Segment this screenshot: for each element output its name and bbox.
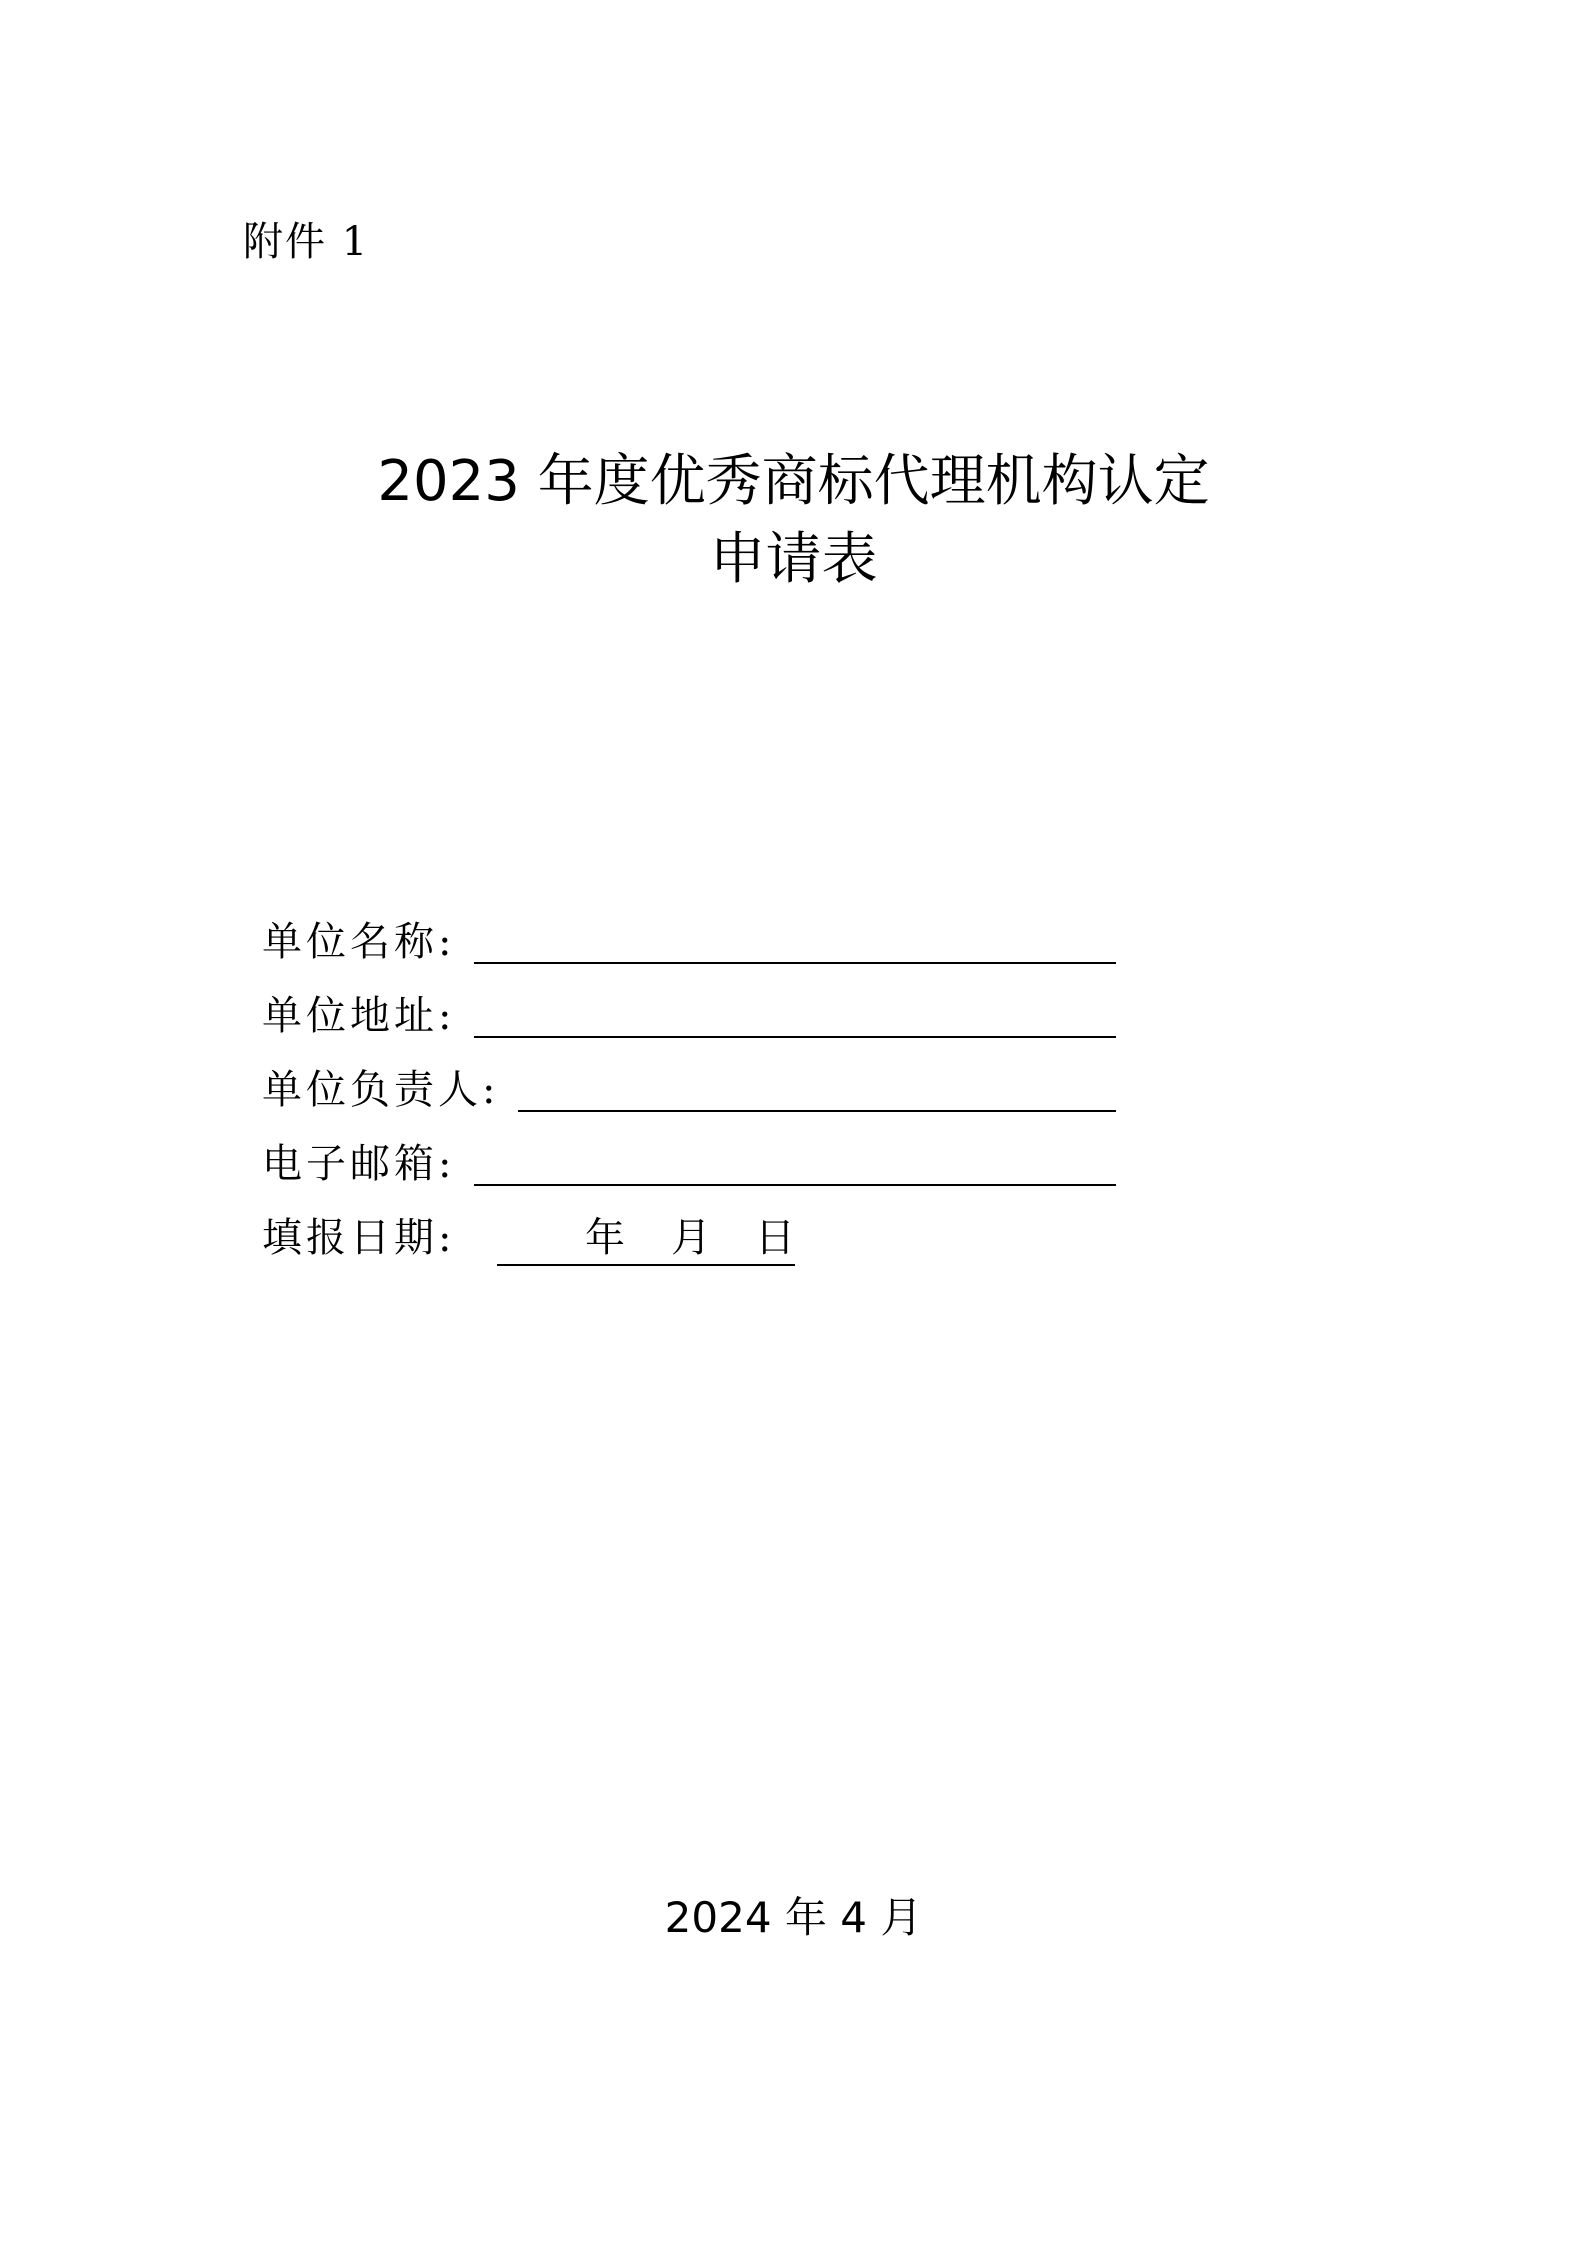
fill-date-blank[interactable] xyxy=(497,1210,795,1266)
fill-date-label: 填报日期: xyxy=(262,1215,456,1261)
unit-head-label: 单位负责人: xyxy=(262,1067,500,1113)
unit-address-label: 单位地址: xyxy=(262,993,456,1039)
unit-name-label: 单位名称: xyxy=(262,919,456,965)
date-day-text: 日 xyxy=(755,1215,795,1261)
unit-address-blank[interactable] xyxy=(474,1036,1116,1038)
attachment-label: 附件 1 xyxy=(243,219,370,265)
email-blank[interactable] xyxy=(474,1184,1116,1186)
unit-name-blank[interactable] xyxy=(474,962,1116,964)
document-title: 2023 年度优秀商标代理机构认定 xyxy=(377,449,1210,514)
date-month-text: 月 xyxy=(671,1215,711,1261)
unit-head-blank[interactable] xyxy=(518,1110,1116,1112)
document-subtitle: 申请表 xyxy=(709,527,878,592)
issue-date: 2024 年 4 月 xyxy=(664,1893,923,1942)
date-year-text: 年 xyxy=(585,1215,625,1261)
email-label: 电子邮箱: xyxy=(262,1141,456,1187)
